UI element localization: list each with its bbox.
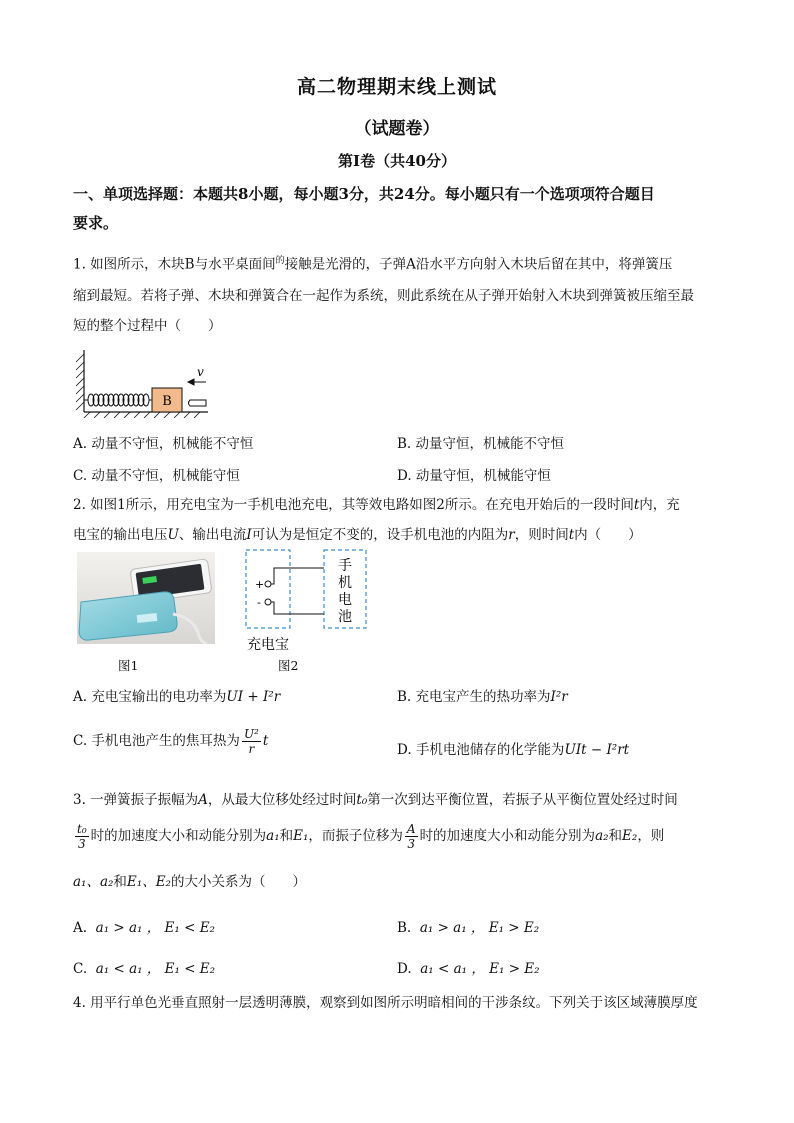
wall-icon [76, 350, 208, 418]
page-subtitle: （试题卷） [354, 119, 440, 139]
q2-var-i: I [246, 527, 252, 543]
section-heading-line1: 一、单项选择题：本题共8小题，每小题3分，共24分。每小题只有一个选项项符合题目 [73, 185, 655, 203]
wire-top [271, 568, 324, 584]
q1-line2: 缩到最短。若将子弹、木块和弹簧合在一起作为系统，则此系统在从子弹开始射入木块到弹簧被压缩至最 [73, 288, 694, 304]
q3-line2 [73, 822, 664, 851]
q2-var-u: U [167, 527, 179, 543]
q1-text-sup: 的 [275, 256, 285, 266]
q1-text-a: 1. 如图所示，木块B与水平桌面间 [73, 256, 276, 273]
power-bank-label: 充电宝 [247, 637, 289, 653]
q2-line2-c: 可认为是恒定不变的，设手机电池的内阻为 [251, 527, 509, 543]
q3-option-d-label: D. [397, 961, 412, 977]
q2-var-r: r [508, 527, 515, 543]
q3-option-d-expr: a₁ < a₁ ， E₁ > E₂ [420, 961, 540, 977]
q3-frac2-numerator: A [406, 822, 416, 836]
negative-terminal-icon [265, 599, 271, 605]
q2-option-c-denominator: r [248, 742, 255, 756]
phone-battery-label-char: 机 [338, 575, 352, 591]
q2-line2-d: ，则时间 [514, 527, 569, 543]
spring-icon [84, 394, 152, 406]
q4-line1: 4. 用平行单色光垂直照射一层透明薄膜，观察到如图所示明暗相间的干涉条纹。下列关于该区域薄膜厚度 [73, 995, 698, 1011]
q2-line1 [73, 495, 680, 515]
q3-var-t0: t₀ [356, 792, 368, 808]
arrow-left-icon [188, 379, 206, 385]
q2-option-a-text: A. 充电宝输出的电功率为 [73, 689, 227, 705]
q2-option-b[interactable] [397, 685, 568, 705]
q3-option-c[interactable] [73, 957, 215, 977]
q2-line2 [73, 525, 642, 545]
q3-line1-c: 第一次到达平衡位置，若振子从平衡位置处经过时间 [367, 792, 678, 808]
q2-option-c-numerator: U² [243, 727, 259, 741]
q2-option-a[interactable] [73, 685, 280, 705]
q3-option-d[interactable] [397, 957, 540, 977]
q2-option-b-expr: I²r [550, 689, 568, 705]
q3-line3-d: 的大小关系为（ ） [170, 874, 306, 890]
q1-line3: 短的整个过程中（ ） [73, 318, 222, 334]
wire-bottom [271, 602, 324, 614]
q1-option-c[interactable]: C. 动量不守恒，机械能守恒 [73, 468, 240, 484]
velocity-label: v [197, 365, 204, 379]
q2-option-d-expr: UIt − I²rt [564, 742, 630, 758]
q3-var-e2: E₂ [622, 828, 638, 844]
q3-and-2: 和 [608, 828, 623, 844]
q2-option-c[interactable] [73, 727, 268, 756]
fig1-caption: 图1 [118, 658, 139, 673]
q1-line1 [73, 251, 672, 275]
part-heading: 第Ⅰ卷（共40分） [338, 152, 456, 170]
q3-and-1: 和 [279, 828, 294, 844]
page-title: 高二物理期末线上测试 [296, 76, 497, 98]
q3-option-c-label: C. [73, 961, 88, 977]
q2-line1-tail: 内，充 [639, 497, 680, 513]
charging-circuit-diagram [244, 548, 374, 656]
q3-var-a1: a₁ [266, 828, 280, 844]
phone-battery-label [338, 558, 352, 625]
q3-line3-c: E₁、E₂ [126, 874, 171, 890]
phone-battery-label-char: 池 [338, 609, 352, 625]
phone-battery-label-char: 手 [338, 558, 352, 574]
section-heading-line2: 要求。 [73, 214, 119, 232]
q3-line1 [73, 790, 678, 810]
q1-option-d[interactable]: D. 动量守恒，机械能守恒 [397, 468, 551, 484]
q2-option-c-t: t [262, 733, 269, 749]
q3-line1-a: 3. 一弹簧振子振幅为 [73, 792, 199, 808]
q3-line2-b: ，而振子位移为 [308, 828, 403, 844]
q3-frac1-numerator: t₀ [77, 822, 87, 836]
q2-option-d-text: D. 手机电池储存的化学能为 [397, 742, 565, 758]
q2-option-c-text: C. 手机电池产生的焦耳热为 [73, 733, 240, 749]
q2-var-t2: t [568, 527, 575, 543]
minus-label: - [257, 596, 261, 609]
fig2-caption: 图2 [278, 658, 299, 673]
q3-option-a-expr: a₁ > a₁ ， E₁ < E₂ [95, 920, 215, 936]
q3-line2-c: 时的加速度大小和动能分别为 [419, 828, 596, 844]
q2-var-t: t [633, 497, 640, 513]
q3-frac1-denominator: 3 [78, 837, 86, 851]
q3-option-a[interactable] [73, 916, 215, 936]
q2-line2-e: 内（ ） [574, 527, 642, 543]
q3-option-c-expr: a₁ < a₁ ， E₁ < E₂ [95, 961, 216, 977]
q2-option-a-expr: UI + I²r [226, 689, 281, 705]
q1-option-b[interactable]: B. 动量守恒，机械能不守恒 [397, 436, 565, 452]
q3-option-b-expr: a₁ > a₁ ， E₁ > E₂ [419, 920, 540, 936]
q3-fraction-t0 [75, 822, 89, 851]
bullet-icon [189, 400, 207, 406]
power-bank-box [246, 550, 290, 628]
q2-option-c-fraction [242, 727, 261, 756]
q1-spring-block-figure [70, 346, 210, 418]
q3-var-a2: a₂ [595, 828, 609, 844]
q3-option-a-label: A. [73, 920, 88, 936]
q1-text-b: 接触是光滑的，子弹A沿水平方向射入木块后留在其中，将弹簧压 [284, 256, 673, 273]
q3-line2-d: ，则 [637, 828, 665, 844]
plus-label: + [255, 578, 265, 591]
q3-frac2-denominator: 3 [407, 837, 416, 851]
q2-option-d[interactable] [397, 738, 629, 758]
q3-var-e1: E₁ [293, 828, 309, 844]
q2-line1-text: 2. 如图1所示，用充电宝为一手机电池充电，其等效电路如图2所示。在充电开始后的一段时间 [73, 497, 634, 513]
power-bank-photo [77, 552, 215, 644]
positive-terminal-icon [265, 581, 271, 587]
q3-line3-b: 和 [113, 874, 127, 890]
q3-line1-b: ，从最大位移处经过时间 [207, 792, 357, 808]
q3-fraction-a [405, 822, 418, 851]
block-label: B [162, 394, 172, 409]
q3-option-b-label: B. [397, 920, 412, 936]
q2-line2-a: 电宝的输出电压 [73, 527, 168, 543]
phone-battery-label-char: 电 [338, 592, 352, 608]
q1-option-a[interactable]: A. 动量不守恒，机械能不守恒 [73, 436, 254, 452]
q3-line2-a: 时的加速度大小和动能分别为 [90, 828, 267, 844]
q3-line3 [73, 872, 306, 892]
q2-option-b-text: B. 充电宝产生的热功率为 [397, 689, 551, 705]
q3-var-a: A [198, 792, 208, 808]
q3-option-b[interactable] [397, 916, 539, 936]
q2-line2-b: 、输出电流 [178, 527, 247, 543]
q3-line3-a: a₁、a₂ [73, 874, 114, 890]
